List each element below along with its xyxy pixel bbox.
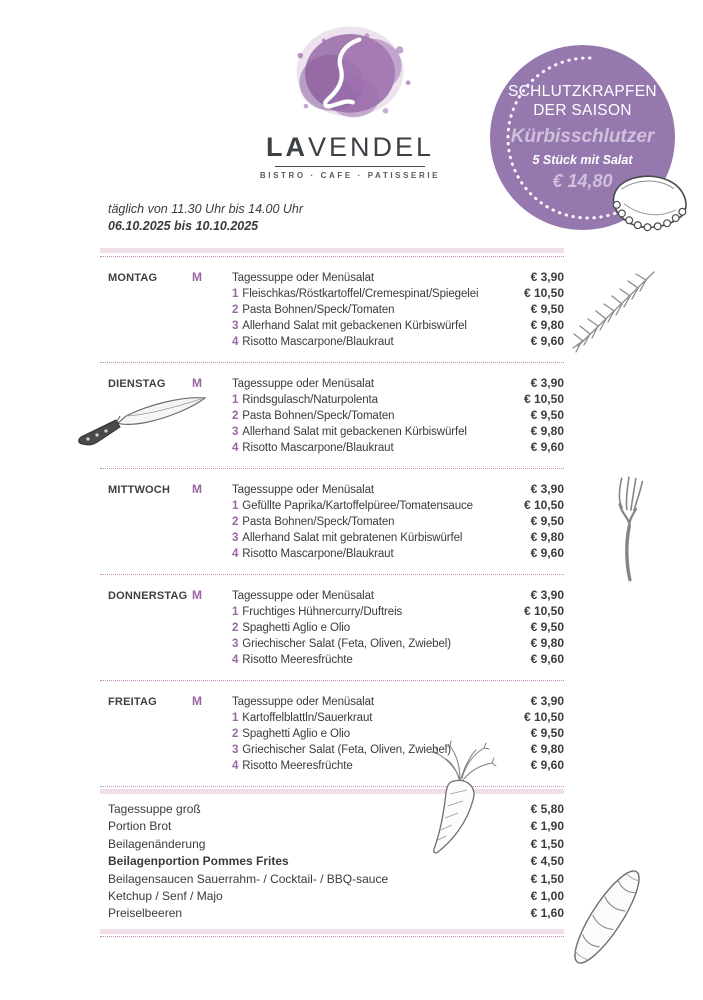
day-label: MITTWOCH xyxy=(108,484,171,496)
menu-row xyxy=(100,391,564,407)
dish-name: Tagessuppe oder Menüsalat xyxy=(232,378,374,390)
dish-name: Pasta Bohnen/Speck/Tomaten xyxy=(242,304,395,316)
dish-number: 4 xyxy=(232,336,239,348)
extras-section xyxy=(100,794,564,929)
dish-number: 2 xyxy=(232,410,239,422)
dish xyxy=(232,408,492,424)
wordmark-bold: LA xyxy=(265,132,308,162)
menu-row xyxy=(100,529,564,545)
dish-number: 3 xyxy=(232,532,239,544)
dish-price: € 3,90 xyxy=(530,376,564,390)
dish-price: € 10,50 xyxy=(523,710,564,724)
menu-row xyxy=(100,317,564,333)
dish xyxy=(232,546,492,562)
day-block-mittwoch xyxy=(100,469,564,571)
badge-special-price: € 14,80 xyxy=(552,171,613,191)
dish-name: Spaghetti Aglio e Olio xyxy=(242,728,351,740)
dish-name: Allerhand Salat mit gebratenen Kürbiswürfel xyxy=(242,532,463,544)
dish-name: Risotto Meeresfrüchte xyxy=(242,654,353,666)
extra-price: € 1,60 xyxy=(530,906,564,921)
menu-row xyxy=(100,693,564,709)
dish-price: € 9,80 xyxy=(530,424,564,438)
menu-row xyxy=(100,333,564,349)
dish-number: 4 xyxy=(232,654,239,666)
badge-title-line1: SCHLUTZKRAPFEN xyxy=(508,83,657,100)
dish-price: € 10,50 xyxy=(523,392,564,406)
dish-number: 2 xyxy=(232,516,239,528)
menu-row xyxy=(100,635,564,651)
day-label: MONTAG xyxy=(108,272,158,284)
fork-icon xyxy=(598,472,660,584)
divider-band xyxy=(100,248,564,253)
dish-number: 4 xyxy=(232,442,239,454)
dish-price: € 10,50 xyxy=(523,286,564,300)
extras-row xyxy=(100,801,564,818)
dish xyxy=(232,498,492,514)
extra-price: € 1,50 xyxy=(530,871,564,886)
menu-marker: M xyxy=(192,588,202,602)
dish-number: 1 xyxy=(232,712,239,724)
dish-name: Rindsgulasch/Naturpolenta xyxy=(242,394,378,406)
logo-divider xyxy=(275,166,425,167)
dish xyxy=(232,742,492,758)
logo xyxy=(252,26,448,180)
day-block-freitag xyxy=(100,681,564,783)
dish-price: € 9,50 xyxy=(530,302,564,316)
dish-name: Spaghetti Aglio e Olio xyxy=(242,622,351,634)
rosemary-sprig-icon xyxy=(570,262,665,354)
dish-number: 2 xyxy=(232,728,239,740)
week-date-range: 06.10.2025 bis 10.10.2025 xyxy=(108,219,259,233)
dish-price: € 9,50 xyxy=(530,514,564,528)
menu-row xyxy=(100,481,564,497)
dish-price: € 9,80 xyxy=(530,742,564,756)
dish-price: € 9,60 xyxy=(530,440,564,454)
menu-row xyxy=(100,741,564,757)
dish-number: 1 xyxy=(232,606,239,618)
extra-name: Ketchup / Senf / Majo xyxy=(108,888,223,903)
dish-name: Tagessuppe oder Menüsalat xyxy=(232,484,374,496)
dish-name: Risotto Meeresfrüchte xyxy=(242,760,353,772)
dish-name: Kartoffelblattln/Sauerkraut xyxy=(242,712,373,724)
dish-price: € 9,50 xyxy=(530,408,564,422)
divider-dotted xyxy=(100,786,564,787)
extra-name: Beilagenänderung xyxy=(108,836,206,851)
dish xyxy=(232,710,492,726)
dish-price: € 3,90 xyxy=(530,482,564,496)
day-label: DIENSTAG xyxy=(108,378,166,390)
dish xyxy=(232,286,492,302)
menu-row xyxy=(100,285,564,301)
menu-row xyxy=(100,725,564,741)
dish-name: Fruchtiges Hühnercurry/Duftreis xyxy=(242,606,403,618)
dish xyxy=(232,302,492,318)
wordmark-light: VENDEL xyxy=(307,132,435,162)
dish-price: € 9,60 xyxy=(530,652,564,666)
menu-marker: M xyxy=(192,376,202,390)
dish xyxy=(232,726,492,742)
day-block-montag xyxy=(100,257,564,359)
dish xyxy=(232,636,492,652)
menu-row xyxy=(100,619,564,635)
brand-wordmark xyxy=(252,132,448,163)
dish-name: Allerhand Salat mit gebackenen Kürbiswürfel xyxy=(242,426,467,438)
dish xyxy=(232,694,492,710)
menu-row xyxy=(100,513,564,529)
dish xyxy=(232,424,492,440)
dish-price: € 9,80 xyxy=(530,530,564,544)
extras-row xyxy=(100,818,564,835)
dish-price: € 9,60 xyxy=(530,334,564,348)
dish xyxy=(232,270,492,286)
menu-row xyxy=(100,603,564,619)
dish-name: Tagessuppe oder Menüsalat xyxy=(232,696,374,708)
dish xyxy=(232,758,492,774)
dish-name: Gefüllte Paprika/Kartoffelpüree/Tomatensauce xyxy=(242,500,473,512)
badge-title-line2: DER SAISON xyxy=(533,102,632,119)
menu-row xyxy=(100,269,564,285)
dish-name: Griechischer Salat (Feta, Oliven, Zwiebel) xyxy=(242,638,451,650)
dish-price: € 10,50 xyxy=(523,604,564,618)
menu-row xyxy=(100,545,564,561)
dish-name: Risotto Mascarpone/Blaukraut xyxy=(242,442,394,454)
dish-price: € 3,90 xyxy=(530,694,564,708)
menu-row xyxy=(100,587,564,603)
dish xyxy=(232,530,492,546)
dish-name: Tagessuppe oder Menüsalat xyxy=(232,590,374,602)
dish-name: Tagessuppe oder Menüsalat xyxy=(232,272,374,284)
dish-number: 1 xyxy=(232,288,239,300)
day-block-donnerstag xyxy=(100,575,564,677)
dish-price: € 9,60 xyxy=(530,546,564,560)
extras-row xyxy=(100,905,564,922)
dish xyxy=(232,514,492,530)
dish-price: € 3,90 xyxy=(530,588,564,602)
extra-name: Portion Brot xyxy=(108,819,172,834)
dish xyxy=(232,482,492,498)
opening-info xyxy=(108,201,303,235)
schlutzkrapfen-dumpling-icon xyxy=(600,163,695,245)
dish-number: 2 xyxy=(232,304,239,316)
extra-name: Beilagenportion Pommes Frites xyxy=(108,854,289,869)
menu-row xyxy=(100,439,564,455)
dish-price: € 10,50 xyxy=(523,498,564,512)
dish-number: 3 xyxy=(232,320,239,332)
badge-special-detail: 5 Stück mit Salat xyxy=(532,153,633,167)
dish xyxy=(232,620,492,636)
brand-subtitle: BISTRO · CAFE · PATISSERIE xyxy=(259,171,441,180)
dish xyxy=(232,318,492,334)
extra-price: € 1,90 xyxy=(530,819,564,834)
dish xyxy=(232,588,492,604)
dish-number: 2 xyxy=(232,622,239,634)
extra-name: Preiselbeeren xyxy=(108,906,183,921)
extra-name: Beilagensaucen Sauerrahm- / Cocktail- / BBQ-sauce xyxy=(108,871,389,886)
extras-row xyxy=(100,836,564,853)
extra-price: € 1,50 xyxy=(530,836,564,851)
seasonal-special-badge xyxy=(490,45,675,230)
menu-row xyxy=(100,757,564,773)
extra-price: € 5,80 xyxy=(530,802,564,816)
dish-number: 4 xyxy=(232,548,239,560)
menu-row xyxy=(100,375,564,391)
dish-number: 3 xyxy=(232,744,239,756)
dish xyxy=(232,376,492,392)
dish-name: Allerhand Salat mit gebackenen Kürbiswürfel xyxy=(242,320,467,332)
extras-row xyxy=(100,888,564,905)
menu-marker: M xyxy=(192,482,202,496)
dish-price: € 9,50 xyxy=(530,620,564,634)
dish-number: 4 xyxy=(232,760,239,772)
dish-number: 1 xyxy=(232,394,239,406)
menu-marker: M xyxy=(192,694,202,708)
divider-band xyxy=(100,929,564,934)
menu-marker: M xyxy=(192,270,202,284)
dish-number: 3 xyxy=(232,426,239,438)
menu-row xyxy=(100,407,564,423)
dish-price: € 9,80 xyxy=(530,318,564,332)
dish xyxy=(232,652,492,668)
extras-row xyxy=(100,871,564,888)
dish-number: 3 xyxy=(232,638,239,650)
extra-price: € 4,50 xyxy=(530,854,564,869)
weekly-menu xyxy=(100,248,564,937)
dish-number: 1 xyxy=(232,500,239,512)
dish-name: Risotto Mascarpone/Blaukraut xyxy=(242,548,394,560)
dish-price: € 9,80 xyxy=(530,636,564,650)
day-block-dienstag xyxy=(100,363,564,465)
day-label: FREITAG xyxy=(108,696,157,708)
dish-name: Pasta Bohnen/Speck/Tomaten xyxy=(242,410,395,422)
extras-row xyxy=(100,853,564,870)
menu-row xyxy=(100,709,564,725)
dish xyxy=(232,604,492,620)
lavender-watercolor-icon xyxy=(275,26,425,130)
menu-row xyxy=(100,651,564,667)
opening-hours: täglich von 11.30 Uhr bis 14.00 Uhr xyxy=(108,202,304,216)
menu-row xyxy=(100,497,564,513)
dish xyxy=(232,334,492,350)
dish xyxy=(232,392,492,408)
dish-price: € 3,90 xyxy=(530,270,564,284)
dish-name: Fleischkas/Röstkartoffel/Cremespinat/Spiegelei xyxy=(242,288,479,300)
dish xyxy=(232,440,492,456)
badge-special-name: Kürbisschlutzer xyxy=(510,126,655,147)
dish-name: Griechischer Salat (Feta, Oliven, Zwiebel) xyxy=(242,744,451,756)
menu-row xyxy=(100,301,564,317)
menu-row xyxy=(100,423,564,439)
divider-dotted xyxy=(100,936,564,937)
dish-price: € 9,50 xyxy=(530,726,564,740)
dish-price: € 9,60 xyxy=(530,758,564,772)
dish-name: Pasta Bohnen/Speck/Tomaten xyxy=(242,516,395,528)
dish-name: Risotto Mascarpone/Blaukraut xyxy=(242,336,394,348)
extra-name: Tagessuppe groß xyxy=(108,802,201,816)
extra-price: € 1,00 xyxy=(530,888,564,903)
day-label: DONNERSTAG xyxy=(108,590,188,602)
